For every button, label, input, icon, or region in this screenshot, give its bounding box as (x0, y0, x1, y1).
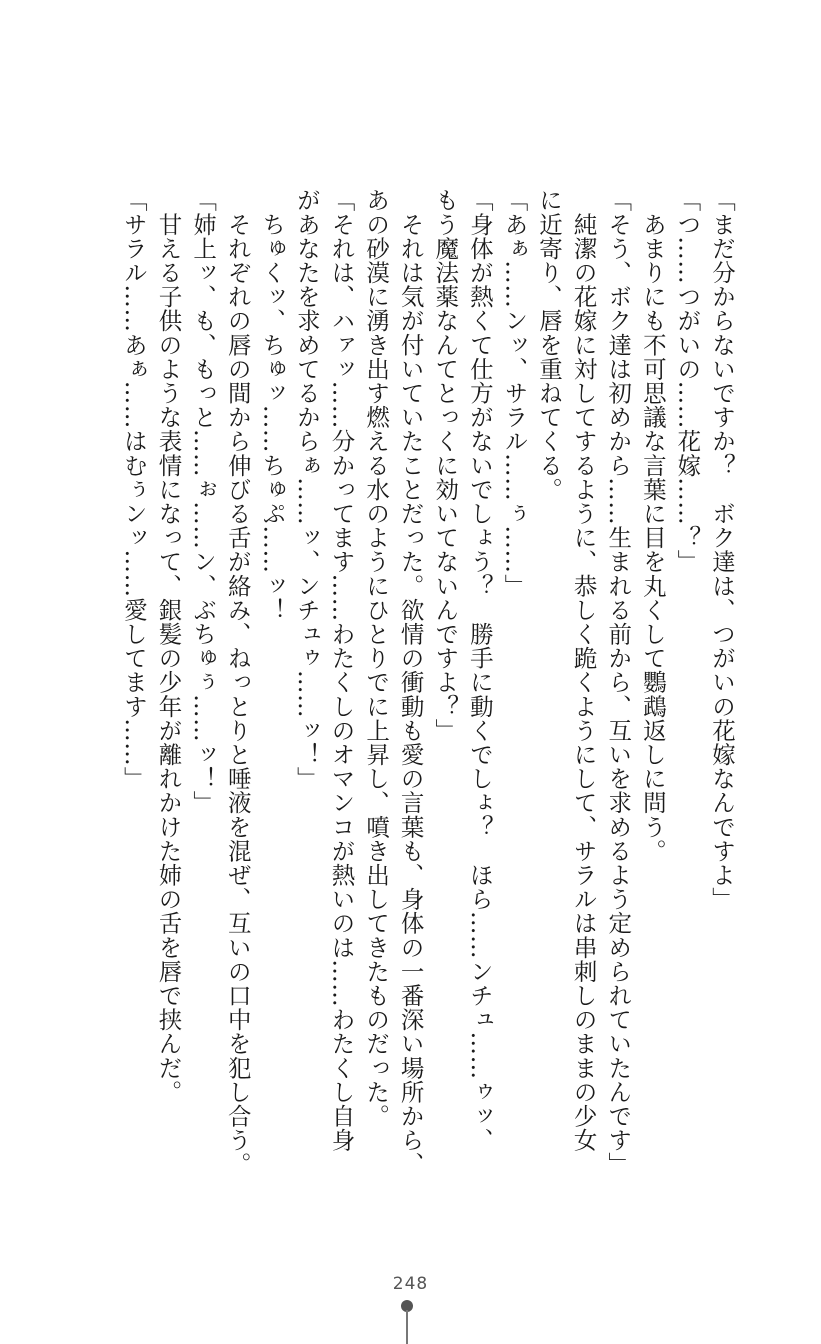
text-line: 「まだ分からないですか？ ボク達は、つがいの花嫁なんですよ」 (708, 188, 736, 911)
text-line: 「サラル……あぁ……はむぅンッ……愛してます……」 (119, 188, 148, 791)
page-number: 248 (392, 1274, 429, 1294)
text-line: ちゅくッ、ちゅッ……ちゅぷ……ッ！ (258, 188, 287, 622)
text-line: 純潔の花嫁に対してするように、恭しく跪くようにして、サラルは串刺しのままの少女 (569, 188, 598, 1152)
text-line: もう魔法薬なんてとっくに効いてないんですよ？」 (431, 188, 460, 743)
text-line: あの砂漠に湧き出す燃える水のようにひとりでに上昇し、噴き出してきたものだった。 (362, 188, 391, 1128)
text-line: 「つ……つがいの……花嫁……？」 (673, 188, 702, 574)
text-line: 「あぁ……ンッ、サラル……ぅ……」 (500, 188, 529, 598)
text-line: 「それは、ハァッ……分かってます……わたくしのオマンコが熱いのは……わたくし自身 (327, 188, 356, 1152)
text-line: あまりにも不可思議な言葉に目を丸くして鸚鵡返しに問う。 (638, 188, 667, 863)
text-line: に近寄り、唇を重ねてくる。 (535, 188, 564, 502)
text-line: それは気が付いていたことだった。欲情の衝動も愛の言葉も、身体の一番深い場所から、 (396, 188, 425, 1177)
text-line: 「そう、ボク達は初めから……生まれる前から、互いを求めるよう定められていたんです」 (604, 188, 633, 1177)
text-line: 甘える子供のような表情になって、銀髪の少年が離れかけた姉の舌を唇で挟んだ。 (154, 188, 183, 1104)
page-marker-line (406, 1310, 408, 1344)
vertical-text-body (116, 188, 739, 1177)
text-line: があなたを求めてるからぁ……ッ、ンチュゥ……ッ！」 (292, 188, 321, 791)
text-line: 「姉上ッ、も、もっと……ぉ……ン、ぶちゅぅ……ッ！」 (189, 188, 218, 815)
text-line: それぞれの唇の間から伸びる舌が絡み、ねっとりと唾液を混ぜ、互いの口中を犯し合う。 (223, 188, 252, 1177)
text-line: 「身体が熱くて仕方がないでしょう？ 勝手に動くでしょ？ ほら……ンチュ……ゥッ、 (465, 188, 494, 1152)
